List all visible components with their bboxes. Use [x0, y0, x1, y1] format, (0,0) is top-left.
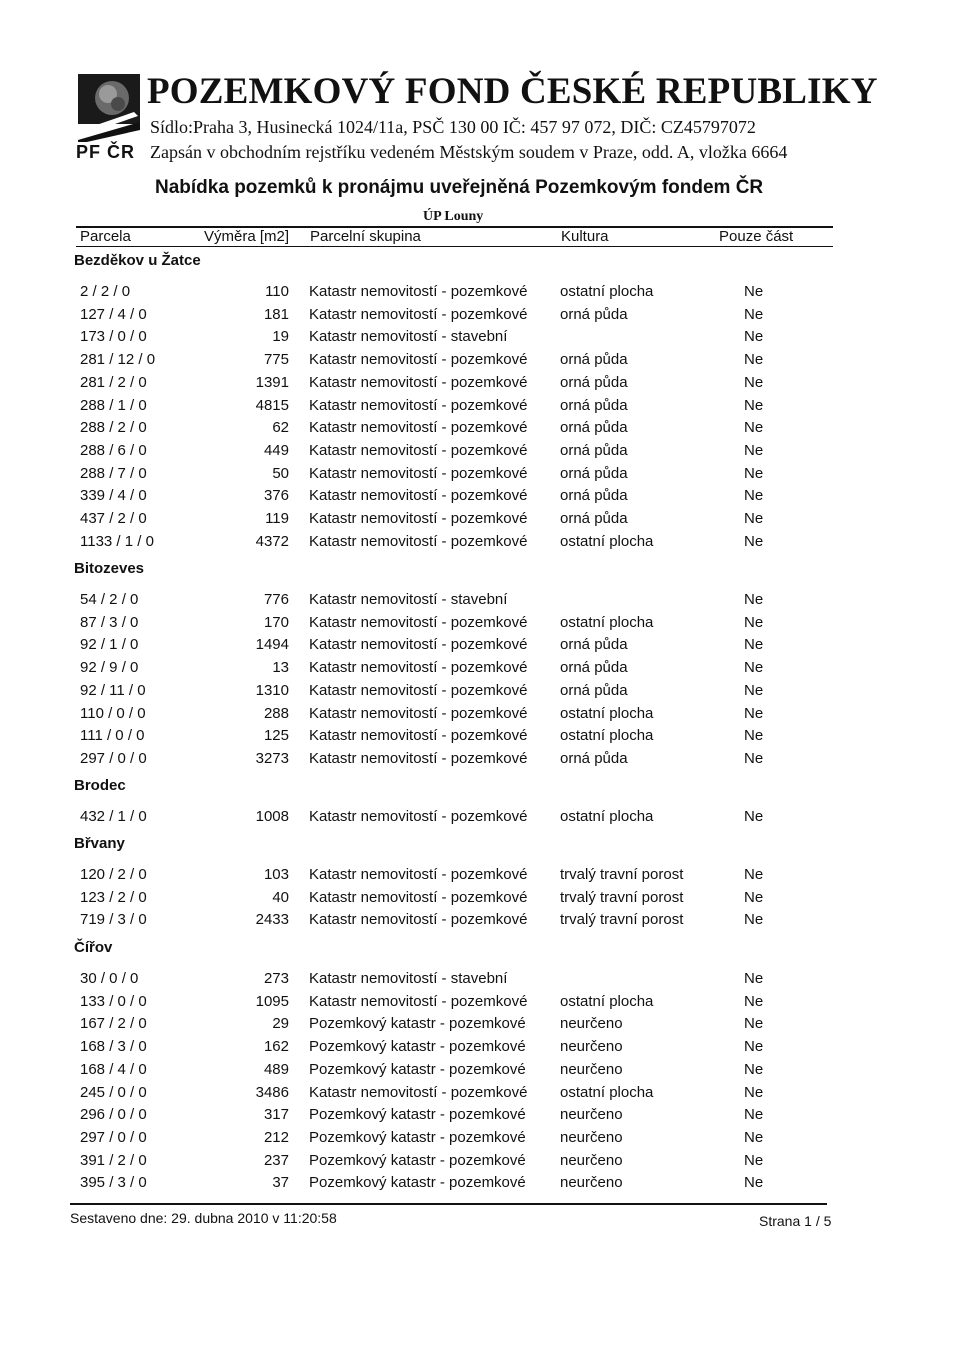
parcel-culture: trvalý travní porost — [560, 888, 684, 906]
parcel-culture: ostatní plocha — [560, 727, 654, 745]
parcel-group: Pozemkový katastr - pozemkové — [309, 1151, 526, 1169]
parcel-culture: ostatní plocha — [560, 613, 654, 631]
section-heading: Čířov — [74, 939, 113, 956]
parcel-culture: orná půda — [560, 636, 628, 654]
column-header-group: Parcelní skupina — [310, 228, 421, 245]
parcel-part-only: Ne — [744, 1151, 764, 1169]
parcel-culture: neurčeno — [560, 1128, 623, 1146]
parcel-culture: orná půda — [560, 305, 628, 323]
parcel-part-only: Ne — [744, 510, 764, 527]
parcel-culture: neurčeno — [560, 1015, 623, 1033]
parcel-group: Katastr nemovitostí - pozemkové — [309, 283, 528, 300]
parcel-area: 1494 — [255, 636, 289, 654]
parcel-area: 2433 — [255, 911, 289, 929]
generated-timestamp: Sestaveno dne: 29. dubna 2010 v 11:20:58 — [70, 1210, 337, 1226]
header-divider-bottom — [76, 246, 833, 247]
parcel-part-only: Ne — [744, 704, 764, 722]
parcel-number: 30 / 0 / 0 — [80, 970, 139, 987]
parcel-number: 288 / 2 / 0 — [80, 419, 147, 437]
table-row — [0, 727, 960, 747]
table-row — [0, 1084, 960, 1104]
table-row — [0, 1174, 960, 1194]
parcel-number: 391 / 2 / 0 — [80, 1151, 147, 1169]
parcel-area: 62 — [272, 419, 289, 437]
fund-logo-icon — [78, 74, 142, 142]
parcel-number: 54 / 2 / 0 — [80, 591, 139, 608]
parcel-group: Pozemkový katastr - pozemkové — [309, 1128, 526, 1146]
parcel-area: 4372 — [255, 532, 289, 550]
parcel-group: Pozemkový katastr - pozemkové — [309, 1174, 526, 1192]
parcel-part-only: Ne — [744, 1083, 764, 1101]
table-row — [0, 533, 960, 553]
table-row — [0, 1061, 960, 1081]
parcel-group: Pozemkový katastr - pozemkové — [309, 1015, 526, 1033]
parcel-group: Katastr nemovitostí - pozemkové — [309, 704, 528, 722]
parcel-culture: neurčeno — [560, 1174, 623, 1192]
parcel-group: Katastr nemovitostí - pozemkové — [309, 992, 528, 1010]
table-row — [0, 614, 960, 634]
parcel-part-only: Ne — [744, 441, 764, 459]
table-row — [0, 889, 960, 909]
parcel-area: 1391 — [255, 373, 289, 391]
section-heading: Břvany — [74, 835, 125, 852]
parcel-culture: orná půda — [560, 351, 628, 369]
table-row — [0, 283, 960, 303]
parcel-area: 237 — [263, 1151, 289, 1169]
parcel-culture: neurčeno — [560, 1060, 623, 1078]
parcel-culture: trvalý travní porost — [560, 866, 684, 883]
parcel-area: 775 — [263, 351, 289, 369]
parcel-part-only: Ne — [744, 749, 764, 767]
table-row — [0, 808, 960, 828]
parcel-group: Katastr nemovitostí - stavební — [309, 591, 508, 608]
parcel-part-only: Ne — [744, 808, 764, 825]
table-row — [0, 993, 960, 1013]
parcel-area: 776 — [263, 591, 289, 608]
parcel-group: Katastr nemovitostí - pozemkové — [309, 396, 528, 414]
parcel-number: 395 / 3 / 0 — [80, 1174, 147, 1192]
section-heading: Bezděkov u Žatce — [74, 252, 201, 269]
parcel-group: Pozemkový katastr - pozemkové — [309, 1060, 526, 1078]
parcel-group: Pozemkový katastr - pozemkové — [309, 1038, 526, 1056]
column-header-parcel: Parcela — [80, 228, 131, 245]
parcel-number: 437 / 2 / 0 — [80, 510, 147, 527]
organization-seat: Sídlo:Praha 3, Husinecká 1024/11a, PSČ 130 00 IČ: 457 97 072, DIČ: CZ45797072 — [150, 117, 756, 137]
parcel-area: 181 — [263, 305, 289, 323]
parcel-area: 376 — [263, 487, 289, 505]
column-header-culture: Kultura — [561, 228, 609, 245]
table-row — [0, 1015, 960, 1035]
parcel-number: 168 / 4 / 0 — [80, 1060, 147, 1078]
table-row — [0, 465, 960, 485]
parcel-number: 288 / 7 / 0 — [80, 464, 147, 482]
parcel-number: 123 / 2 / 0 — [80, 888, 147, 906]
parcel-number: 120 / 2 / 0 — [80, 866, 147, 883]
footer-divider — [70, 1203, 827, 1205]
parcel-culture: orná půda — [560, 419, 628, 437]
table-row — [0, 970, 960, 990]
parcel-number: 296 / 0 / 0 — [80, 1106, 147, 1124]
parcel-number: 719 / 3 / 0 — [80, 911, 147, 929]
parcel-culture: orná půda — [560, 487, 628, 505]
parcel-group: Katastr nemovitostí - pozemkové — [309, 419, 528, 437]
parcel-number: 1133 / 1 / 0 — [80, 532, 154, 550]
parcel-group: Katastr nemovitostí - pozemkové — [309, 749, 528, 767]
parcel-culture: ostatní plocha — [560, 992, 654, 1010]
parcel-group: Katastr nemovitostí - pozemkové — [309, 1083, 528, 1101]
table-row — [0, 306, 960, 326]
parcel-area: 212 — [263, 1128, 289, 1146]
parcel-part-only: Ne — [744, 351, 764, 369]
parcel-part-only: Ne — [744, 591, 764, 608]
parcel-number: 2 / 2 / 0 — [80, 283, 131, 300]
parcel-part-only: Ne — [744, 659, 764, 677]
parcel-area: 449 — [263, 441, 289, 459]
table-row — [0, 397, 960, 417]
table-row — [0, 750, 960, 770]
parcel-group: Katastr nemovitostí - stavební — [309, 970, 508, 987]
parcel-number: 245 / 0 / 0 — [80, 1083, 147, 1101]
parcel-group: Katastr nemovitostí - pozemkové — [309, 373, 528, 391]
table-row — [0, 374, 960, 394]
parcel-number: 133 / 0 / 0 — [80, 992, 147, 1010]
parcel-culture: orná půda — [560, 510, 628, 527]
parcel-culture: orná půda — [560, 659, 628, 677]
parcel-number: 92 / 11 / 0 — [80, 681, 146, 699]
parcel-culture: orná půda — [560, 396, 628, 414]
parcel-area: 103 — [263, 866, 289, 883]
parcel-culture: ostatní plocha — [560, 808, 654, 825]
parcel-number: 288 / 6 / 0 — [80, 441, 147, 459]
table-row — [0, 510, 960, 530]
parcel-number: 297 / 0 / 0 — [80, 749, 147, 767]
parcel-part-only: Ne — [744, 727, 764, 745]
parcel-area: 3273 — [255, 749, 289, 767]
parcel-area: 489 — [263, 1060, 289, 1078]
parcel-area: 13 — [272, 659, 289, 677]
parcel-culture: ostatní plocha — [560, 1083, 654, 1101]
parcel-area: 19 — [272, 328, 289, 346]
parcel-part-only: Ne — [744, 283, 764, 300]
parcel-area: 3486 — [255, 1083, 289, 1101]
table-row — [0, 1129, 960, 1149]
parcel-area: 170 — [263, 613, 289, 631]
parcel-part-only: Ne — [744, 373, 764, 391]
parcel-area: 110 — [265, 283, 289, 300]
parcel-part-only: Ne — [744, 464, 764, 482]
parcel-part-only: Ne — [744, 1060, 764, 1078]
parcel-group: Katastr nemovitostí - pozemkové — [309, 808, 528, 825]
parcel-part-only: Ne — [744, 911, 764, 929]
parcel-number: 297 / 0 / 0 — [80, 1128, 147, 1146]
parcel-group: Katastr nemovitostí - pozemkové — [309, 510, 528, 527]
parcel-area: 1310 — [255, 681, 289, 699]
table-row — [0, 1038, 960, 1058]
column-header-part-only: Pouze část — [719, 228, 794, 245]
parcel-area: 1008 — [255, 808, 289, 825]
parcel-group: Katastr nemovitostí - pozemkové — [309, 487, 528, 505]
parcel-culture: neurčeno — [560, 1151, 623, 1169]
parcel-number: 92 / 1 / 0 — [80, 636, 139, 654]
table-row — [0, 487, 960, 507]
parcel-part-only: Ne — [744, 636, 764, 654]
table-row — [0, 1152, 960, 1172]
parcel-number: 127 / 4 / 0 — [80, 305, 147, 323]
parcel-culture: ostatní plocha — [560, 532, 654, 550]
parcel-part-only: Ne — [744, 1038, 764, 1056]
parcel-culture: trvalý travní porost — [560, 911, 684, 929]
column-header-area: Výměra [m2] — [204, 228, 290, 245]
parcel-number: 281 / 2 / 0 — [80, 373, 147, 391]
section-heading: Brodec — [74, 777, 126, 794]
parcel-culture: orná půda — [560, 681, 628, 699]
parcel-number: 111 / 0 / 0 — [80, 727, 145, 745]
parcel-area: 1095 — [255, 992, 289, 1010]
parcel-group: Pozemkový katastr - pozemkové — [309, 1106, 526, 1124]
parcel-part-only: Ne — [744, 1106, 764, 1124]
table-row — [0, 911, 960, 931]
parcel-area: 119 — [265, 510, 289, 527]
parcel-part-only: Ne — [744, 866, 764, 883]
parcel-part-only: Ne — [744, 487, 764, 505]
table-row — [0, 328, 960, 348]
parcel-number: 173 / 0 / 0 — [80, 328, 147, 346]
section-heading: Bitozeves — [74, 560, 145, 577]
parcel-group: Katastr nemovitostí - pozemkové — [309, 351, 528, 369]
parcel-area: 125 — [263, 727, 289, 745]
parcel-group: Katastr nemovitostí - stavební — [309, 328, 508, 346]
parcel-number: 168 / 3 / 0 — [80, 1038, 147, 1056]
table-row — [0, 866, 960, 886]
parcel-area: 317 — [263, 1106, 289, 1124]
parcel-area: 40 — [272, 888, 289, 906]
parcel-culture: neurčeno — [560, 1106, 623, 1124]
parcel-part-only: Ne — [744, 613, 764, 631]
organization-name: POZEMKOVÝ FOND ČESKÉ REPUBLIKY — [147, 71, 878, 112]
parcel-group: Katastr nemovitostí - pozemkové — [309, 866, 528, 883]
office-label: ÚP Louny — [423, 209, 484, 224]
parcel-area: 4815 — [255, 396, 289, 414]
parcel-part-only: Ne — [744, 1128, 764, 1146]
parcel-group: Katastr nemovitostí - pozemkové — [309, 727, 528, 745]
parcel-area: 37 — [272, 1174, 289, 1192]
parcel-area: 288 — [263, 704, 289, 722]
parcel-number: 110 / 0 / 0 — [80, 704, 146, 722]
parcel-culture: ostatní plocha — [560, 283, 654, 300]
table-row — [0, 351, 960, 371]
parcel-group: Katastr nemovitostí - pozemkové — [309, 681, 528, 699]
parcel-part-only: Ne — [744, 532, 764, 550]
parcel-group: Katastr nemovitostí - pozemkové — [309, 911, 528, 929]
parcel-number: 288 / 1 / 0 — [80, 396, 147, 414]
parcel-number: 432 / 1 / 0 — [80, 808, 147, 825]
table-row — [0, 1106, 960, 1126]
parcel-part-only: Ne — [744, 396, 764, 414]
parcel-part-only: Ne — [744, 681, 764, 699]
parcel-group: Katastr nemovitostí - pozemkové — [309, 532, 528, 550]
parcel-culture: neurčeno — [560, 1038, 623, 1056]
parcel-culture: ostatní plocha — [560, 704, 654, 722]
parcel-group: Katastr nemovitostí - pozemkové — [309, 305, 528, 323]
parcel-part-only: Ne — [744, 888, 764, 906]
table-row — [0, 442, 960, 462]
parcel-number: 92 / 9 / 0 — [80, 659, 139, 677]
parcel-part-only: Ne — [744, 328, 764, 346]
page-title: Nabídka pozemků k pronájmu uveřejněná Pozemkovým fondem ČR — [155, 177, 764, 198]
parcel-culture: orná půda — [560, 749, 628, 767]
parcel-group: Katastr nemovitostí - pozemkové — [309, 441, 528, 459]
table-row — [0, 705, 960, 725]
parcel-part-only: Ne — [744, 1015, 764, 1033]
table-row — [0, 659, 960, 679]
parcel-culture: orná půda — [560, 373, 628, 391]
parcel-culture: orná půda — [560, 464, 628, 482]
parcel-group: Katastr nemovitostí - pozemkové — [309, 613, 528, 631]
parcel-part-only: Ne — [744, 305, 764, 323]
parcel-culture: orná půda — [560, 441, 628, 459]
parcel-group: Katastr nemovitostí - pozemkové — [309, 659, 528, 677]
parcel-number: 87 / 3 / 0 — [80, 613, 139, 631]
parcel-group: Katastr nemovitostí - pozemkové — [309, 464, 528, 482]
parcel-number: 167 / 2 / 0 — [80, 1015, 147, 1033]
parcel-area: 50 — [272, 464, 289, 482]
parcel-number: 281 / 12 / 0 — [80, 351, 156, 369]
parcel-number: 339 / 4 / 0 — [80, 487, 147, 505]
parcel-group: Katastr nemovitostí - pozemkové — [309, 636, 528, 654]
parcel-area: 273 — [263, 970, 289, 987]
page-number: Strana 1 / 5 — [759, 1213, 832, 1229]
parcel-area: 29 — [272, 1015, 289, 1033]
table-row — [0, 682, 960, 702]
parcel-area: 162 — [263, 1038, 289, 1056]
parcel-part-only: Ne — [744, 970, 764, 987]
table-row — [0, 591, 960, 611]
logo-text: PF ČR — [76, 142, 135, 162]
table-row — [0, 636, 960, 656]
parcel-part-only: Ne — [744, 419, 764, 437]
organization-register: Zapsán v obchodním rejstříku vedeném Městským soudem v Praze, odd. A, vložka 6664 — [150, 142, 788, 162]
table-row — [0, 419, 960, 439]
parcel-group: Katastr nemovitostí - pozemkové — [309, 888, 528, 906]
parcel-part-only: Ne — [744, 1174, 764, 1192]
parcel-part-only: Ne — [744, 992, 764, 1010]
